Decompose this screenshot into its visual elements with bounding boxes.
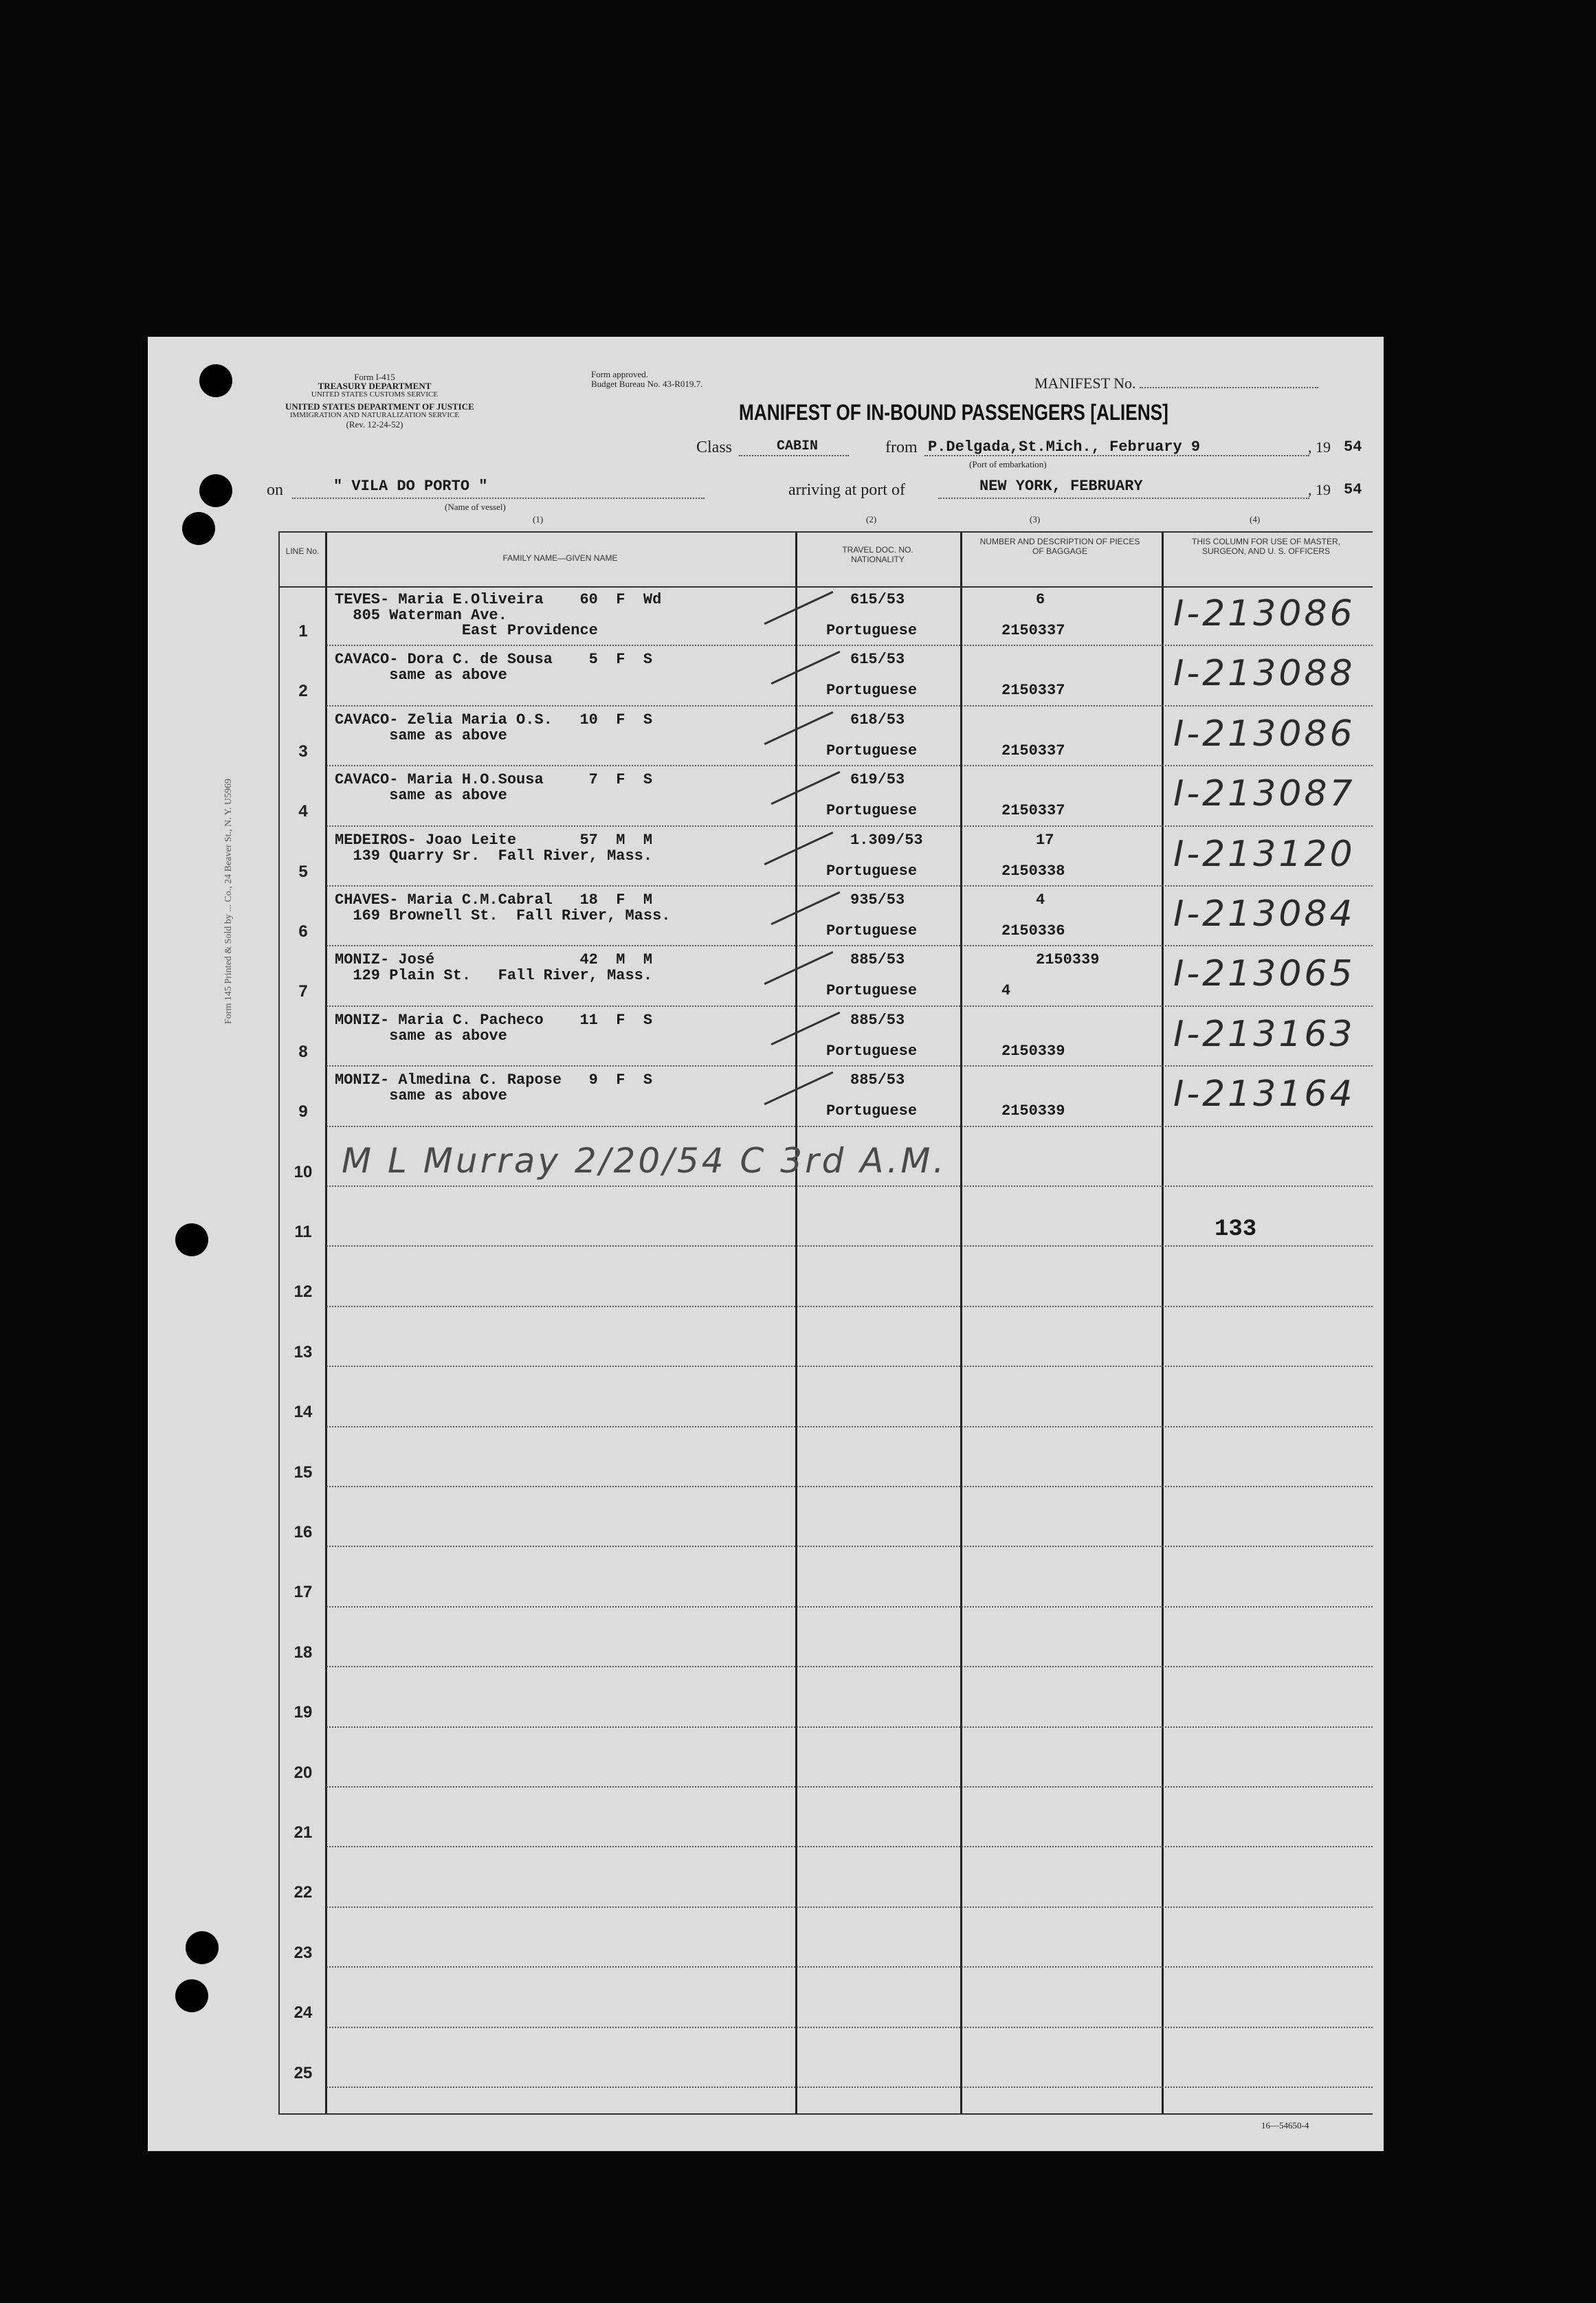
line-number: 3 [298,742,308,761]
punch-hole [199,364,232,397]
budget-line: Budget Bureau No. 43-R019.7. [591,379,703,389]
row-rule [326,1065,1373,1067]
col-number-4: (4) [1250,514,1261,524]
row-rule [326,1666,1373,1667]
punch-hole [175,1223,208,1256]
officer-annotation: I-213088 [1173,653,1355,695]
col-header-line: LINE No. [285,546,320,556]
officer-annotation: I-213163 [1173,1013,1355,1055]
row-rule [326,1366,1373,1367]
dept-name: TREASURY DEPARTMENT [318,381,432,391]
travel-doc-no: 615/53 [850,651,905,669]
row-rule [326,1786,1373,1788]
passenger-address: same as above [335,667,507,685]
ins-name: IMMIGRATION AND NATURALIZATION SERVICE [289,411,460,419]
row-rule [326,645,1373,646]
line-number: 21 [293,1823,313,1842]
service-name: UNITED STATES CUSTOMS SERVICE [311,390,439,399]
passenger-address: same as above [335,1087,507,1105]
class-label: Class [696,438,733,456]
line-number: 12 [293,1282,313,1302]
baggage-tag: 4 [1001,982,1011,1000]
on-label: on [267,481,283,499]
arrival-value: NEW YORK, FEBRUARY [979,478,1143,495]
travel-doc-no: 1.309/53 [850,831,923,849]
passenger-address: 169 Brownell St. Fall River, Mass. [335,907,671,924]
baggage-tag: 2150337 [1001,622,1065,639]
line-number: 15 [293,1462,313,1482]
check-mark [764,831,834,865]
baggage-count: 4 [1036,891,1045,909]
check-mark [764,1071,834,1105]
side-imprint: Form 145 Printed & Sold by ... Co., 24 Beaver St., N. Y. U5969 [223,778,234,1024]
row-rule [326,1426,1373,1427]
arriving-label: arriving at port of [788,481,905,499]
nationality: Portuguese [826,622,918,639]
line-number: 4 [298,802,308,821]
officer-signature: M L Murray 2/20/54 C 3rd A.M. [342,1141,947,1181]
passenger-address: 805 Waterman Ave. [335,607,507,624]
year-label-2: , 19 [1308,481,1331,498]
manifest-table [278,531,1373,2115]
row-rule [326,1306,1373,1307]
form-number: Form I-415 [354,372,395,382]
passenger-city: East Providence [335,622,598,639]
row-rule [326,885,1373,887]
row-rule [326,825,1373,827]
nationality: Portuguese [826,1102,918,1120]
line-number: 11 [294,1223,312,1241]
line-number: 2 [298,682,308,701]
baggage-tag: 2150337 [1001,682,1065,700]
row-rule [326,1126,1373,1127]
passenger-name: MONIZ- Almedina C. Rapose 9 F S [335,1071,653,1089]
travel-doc-no: 935/53 [850,891,905,909]
line-number: 24 [293,2003,313,2023]
passenger-address: same as above [335,787,507,805]
nationality: Portuguese [826,862,918,880]
punch-hole [182,512,215,545]
nationality: Portuguese [826,1042,918,1060]
vessel-value: " VILA DO PORTO " [333,478,488,495]
nationality: Portuguese [826,682,918,700]
passenger-address: 139 Quarry Sr. Fall River, Mass. [335,847,653,865]
row-rule [326,765,1373,766]
check-mark [771,651,841,685]
revision: (Rev. 12-24-52) [346,419,403,430]
passenger-name: CAVACO- Zelia Maria O.S. 10 F S [335,711,653,728]
line-number: 13 [293,1342,313,1361]
nationality: Portuguese [826,982,918,1000]
nationality: Portuguese [826,922,918,939]
officer-annotation: I-213086 [1173,593,1355,634]
punch-hole [186,1931,219,1964]
port-note: (Port of embarkation) [969,459,1047,469]
line-number: 9 [298,1102,308,1122]
dept-justice: UNITED STATES DEPARTMENT OF JUSTICE [285,401,474,412]
col-header-travel: TRAVEL DOC. NO. NATIONALITY [842,545,913,564]
col-number-2: (2) [866,514,877,524]
line-number: 19 [293,1703,313,1722]
check-mark [771,771,841,805]
passenger-address: same as above [335,1027,507,1045]
form-code: 16—54650-4 [1261,2120,1309,2130]
col-header-baggage: NUMBER AND DESCRIPTION OF PIECES OF BAGGAGE [979,537,1140,556]
travel-doc-no: 885/53 [850,1071,905,1089]
row-rule [326,2027,1373,2028]
punch-hole [199,474,232,507]
manifest-no-label: MANIFEST No. [1034,375,1136,392]
passenger-name: TEVES- Maria E.Oliveira 60 F Wd [335,591,662,608]
passenger-name: CHAVES- Maria C.M.Cabral 18 F M [335,891,653,909]
passenger-name: MONIZ- Maria C. Pacheco 11 F S [335,1011,653,1029]
from-value: P.Delgada,St.Mich., February 9 [928,438,1201,456]
form-block [285,372,474,430]
baggage-tag: 2150337 [1001,802,1065,820]
row-rule [326,1906,1373,1908]
year-value-1: 54 [1344,438,1362,456]
line-number: 25 [293,2063,313,2082]
officer-annotation: I-213120 [1173,833,1355,875]
passenger-name: CAVACO- Dora C. de Sousa 5 F S [335,651,653,669]
check-mark [764,591,834,625]
col-header-name: FAMILY NAME—GIVEN NAME [502,553,618,563]
line-number: 16 [293,1523,313,1542]
row-rule [326,1846,1373,1847]
officer-annotation: I-213087 [1173,773,1355,815]
nationality: Portuguese [826,802,918,820]
line-number: 17 [293,1583,313,1602]
travel-doc-no: 619/53 [850,771,905,789]
travel-doc-no: 885/53 [850,1011,905,1029]
row-rule [326,705,1373,707]
baggage-tag: 2150339 [1001,1102,1065,1120]
line-number: 8 [298,1042,308,1061]
page-title: MANIFEST OF IN-BOUND PASSENGERS [ALIENS] [739,400,1168,425]
baggage-tag: 2150339 [1001,1042,1065,1060]
line-number: 14 [293,1403,313,1422]
nationality: Portuguese [826,742,918,759]
line-number: 22 [293,1883,313,1902]
officer-annotation: I-213086 [1173,713,1355,755]
check-mark [764,951,834,985]
line-number: 1 [298,622,308,641]
col-number-3: (3) [1030,514,1041,524]
row-rule [326,1546,1373,1547]
manifest-no [1034,375,1318,392]
travel-doc-no: 615/53 [850,591,905,608]
row-rule [326,1245,1373,1247]
row-rule [326,2087,1373,2088]
row-rule [326,1186,1373,1187]
travel-doc-no: 885/53 [850,951,905,969]
passenger-name: MONIZ- José 42 M M [335,951,653,969]
from-label: from [885,438,918,456]
baggage-count: 17 [1036,831,1054,849]
baggage-tag: 2150337 [1001,742,1065,759]
col-number-1: (1) [533,514,544,524]
approval-note [591,370,702,389]
punch-hole [175,1979,208,2012]
baggage-count: 6 [1036,591,1045,608]
approval-line: Form approved. [591,369,649,379]
passenger-name: MEDEIROS- Joao Leite 57 M M [335,831,653,849]
baggage-tag: 2150336 [1001,922,1065,939]
row-rule [326,1486,1373,1487]
officer-annotation: I-213164 [1173,1073,1355,1115]
line-number: 20 [293,1763,313,1782]
officer-annotation: I-213065 [1173,953,1355,995]
row-rule [326,945,1373,946]
check-mark [764,711,834,745]
year-label-1: , 19 [1308,438,1331,456]
page-number: 133 [1215,1216,1257,1243]
row-rule [326,1966,1373,1968]
line-number: 23 [293,1943,313,1962]
vessel-note: (Name of vessel) [445,502,506,512]
check-mark [771,1012,841,1045]
class-value: CABIN [777,438,819,454]
row-rule [326,1606,1373,1607]
line-number: 10 [293,1162,313,1181]
row-rule [326,1005,1373,1007]
line-number: 5 [298,862,308,881]
col-header-officers: THIS COLUMN FOR USE OF MASTER, SURGEON, AND U. S. OFFICERS [1191,537,1340,556]
baggage-tag: 2150338 [1001,862,1065,880]
line-number: 18 [293,1643,313,1662]
passenger-name: CAVACO- Maria H.O.Sousa 7 F S [335,771,653,789]
row-rule [326,1726,1373,1728]
baggage-count: 2150339 [1036,951,1100,969]
check-mark [771,891,841,925]
manifest-page [148,337,1384,2151]
line-number: 6 [298,922,308,941]
line-number: 7 [298,982,308,1001]
year-value-2: 54 [1344,481,1362,498]
travel-doc-no: 618/53 [850,711,905,728]
passenger-address: 129 Plain St. Fall River, Mass. [335,967,653,985]
passenger-address: same as above [335,726,507,744]
officer-annotation: I-213084 [1173,893,1355,935]
